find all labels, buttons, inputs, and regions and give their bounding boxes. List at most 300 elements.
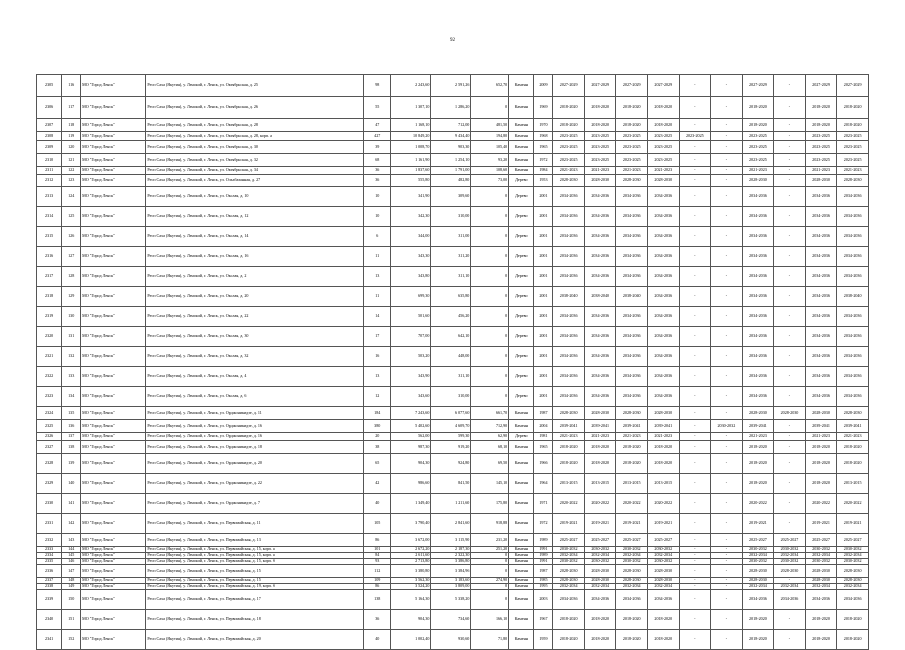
wall-material-cell: Каменн	[509, 578, 534, 584]
electric-cell: -	[711, 441, 743, 454]
living-area-cell: 841,50	[431, 474, 471, 494]
water-supply-cell: 2021-2023	[648, 167, 680, 175]
electric-cell: -	[711, 327, 743, 347]
municipality-cell: МО "Город Ленск"	[81, 207, 146, 227]
municipality-cell: МО "Город Ленск"	[81, 553, 146, 559]
roof-repair-cell: 2032-2034	[553, 584, 585, 590]
residents-cell: 10	[364, 187, 391, 207]
water-supply-cell: 2030-2032	[648, 547, 680, 553]
living-area-cell: 309,60	[431, 187, 471, 207]
row-number-cell: 2333	[37, 547, 62, 553]
residents-cell: 112	[364, 565, 391, 578]
sewerage-cell: -	[679, 610, 711, 630]
electric-cell: -	[711, 387, 743, 407]
item-number-cell: 138	[62, 441, 81, 454]
row-number-cell: 2307	[37, 119, 62, 132]
year-built-cell: 1972	[534, 154, 553, 167]
water-supply-cell: 2034-2036	[648, 307, 680, 327]
item-number-cell: 135	[62, 407, 81, 420]
nonres-area-cell: 0	[471, 584, 509, 590]
basement-cell: 2018-2020	[742, 630, 774, 650]
address-cell: Респ Саха (Якутия), у. Ленский, г. Ленск, ул. Окслая, д. 12	[146, 207, 364, 227]
insulation-cell: 2018-2020	[805, 630, 837, 650]
roof-repair-cell: 2018-2020	[553, 610, 585, 630]
heat-supply-cell: 2034-2036	[616, 207, 648, 227]
basement-cell: 2028-2030	[742, 407, 774, 420]
roof-repair-cell: 2034-2036	[553, 387, 585, 407]
elevator-cell: -	[774, 97, 806, 119]
elevator-cell: -	[774, 132, 806, 141]
item-number-cell: 122	[62, 167, 81, 175]
facade-repair-cell: 2039-2041	[584, 420, 616, 433]
electric-cell: -	[711, 347, 743, 367]
roof-repair-cell: 2032-2034	[553, 553, 585, 559]
municipality-cell: МО "Город Ленск"	[81, 227, 146, 247]
year-built-cell: 1987	[534, 565, 553, 578]
row-number-cell: 2308	[37, 132, 62, 141]
wall-material-cell: Каменн	[509, 97, 534, 119]
living-area-cell: 930,60	[431, 630, 471, 650]
address-cell: Респ Саха (Якутия), у. Ленский, г. Ленск, ул. Октябрьская, д. 32	[146, 154, 364, 167]
total-area-cell: 3 790,40	[391, 514, 431, 534]
sewerage-cell: -	[679, 167, 711, 175]
roof-repair-cell: 2018-2020	[553, 454, 585, 474]
residents-cell: 38	[364, 441, 391, 454]
residents-cell: 138	[364, 590, 391, 610]
year-built-cell: 1968	[534, 132, 553, 141]
heat-supply-cell: 2034-2036	[616, 590, 648, 610]
water-supply-cell: 2027-2029	[648, 75, 680, 97]
residents-cell: 12	[364, 387, 391, 407]
address-cell: Респ Саха (Якутия), у. Ленский, г. Ленск, ул. Орджоникидзе, д. 18	[146, 441, 364, 454]
elevator-cell: -	[774, 247, 806, 267]
electric-cell: -	[711, 514, 743, 534]
basement-cell: 2019-2021	[742, 514, 774, 534]
row-number-cell: 2321	[37, 347, 62, 367]
heat-supply-cell: 2034-2036	[616, 227, 648, 247]
facade-repair-cell: 2034-2036	[584, 227, 616, 247]
total-area-cell: 699,30	[391, 287, 431, 307]
residents-cell: 36	[364, 175, 391, 187]
municipality-cell: МО "Город Ленск"	[81, 247, 146, 267]
elevator-cell: -	[774, 347, 806, 367]
living-area-cell: 734,60	[431, 610, 471, 630]
insulation-cell: 2034-2036	[805, 287, 837, 307]
housing-register-table	[36, 74, 869, 650]
wall-material-cell: Каменн	[509, 547, 534, 553]
elevator-cell: -	[774, 610, 806, 630]
living-area-cell: 311,10	[431, 267, 471, 287]
address-cell: Респ Саха (Якутия), у. Ленский, г. Ленск, ул. Октябрьская, д. 30	[146, 141, 364, 154]
basement-cell: 2030-2032	[742, 559, 774, 565]
elevator-cell: 2028-2030	[774, 565, 806, 578]
table-row	[37, 175, 869, 187]
insulation-cell: 2027-2029	[805, 75, 837, 97]
municipality-cell: МО "Город Ленск"	[81, 547, 146, 553]
table-row	[37, 367, 869, 387]
item-number-cell: 131	[62, 327, 81, 347]
living-area-cell: 311,20	[431, 247, 471, 267]
facade-repair-cell: 2034-2036	[584, 267, 616, 287]
water-supply-cell: 2034-2036	[648, 227, 680, 247]
elevator-cell: -	[774, 141, 806, 154]
facade-repair-cell: 2032-2034	[584, 584, 616, 590]
living-area-cell: 482,80	[431, 175, 471, 187]
basement-cell: 2034-2036	[742, 590, 774, 610]
item-number-cell: 144	[62, 547, 81, 553]
heat-supply-cell: 2018-2020	[616, 454, 648, 474]
basement-cell: 2023-2025	[742, 154, 774, 167]
elevator-cell: -	[774, 227, 806, 247]
wall-material-cell: Каменн	[509, 610, 534, 630]
year-built-cell: 2003	[534, 590, 553, 610]
sewerage-cell: -	[679, 553, 711, 559]
year-built-cell: 1991	[534, 547, 553, 553]
roof-repair-cell: 2030-2032	[553, 559, 585, 565]
total-area-cell: 501,60	[391, 307, 431, 327]
basement-cell: 2032-2034	[742, 553, 774, 559]
residents-cell: 14	[364, 307, 391, 327]
foundation-cell: 2018-2020	[837, 454, 869, 474]
residents-cell: 40	[364, 494, 391, 514]
sewerage-cell: -	[679, 367, 711, 387]
sewerage-cell: -	[679, 590, 711, 610]
foundation-cell: 2018-2020	[837, 630, 869, 650]
electric-cell: -	[711, 154, 743, 167]
table-row	[37, 167, 869, 175]
table-row	[37, 207, 869, 227]
roof-repair-cell: 2034-2036	[553, 367, 585, 387]
address-cell: Респ Саха (Якутия), у. Ленский, г. Ленск, ул. Окслая, д. 30	[146, 327, 364, 347]
living-area-cell: 310,00	[431, 387, 471, 407]
electric-cell: -	[711, 187, 743, 207]
nonres-area-cell: 0	[471, 307, 509, 327]
roof-repair-cell: 2023-2025	[553, 141, 585, 154]
electric-cell: -	[711, 247, 743, 267]
total-area-cell: 3 380,80	[391, 565, 431, 578]
elevator-cell: 2034-2036	[774, 590, 806, 610]
basement-cell: 2039-2041	[742, 420, 774, 433]
table-row	[37, 387, 869, 407]
nonres-area-cell: 194,80	[471, 132, 509, 141]
row-number-cell: 2311	[37, 167, 62, 175]
municipality-cell: МО "Город Ленск"	[81, 187, 146, 207]
wall-material-cell: Каменн	[509, 494, 534, 514]
water-supply-cell: 2018-2020	[648, 454, 680, 474]
water-supply-cell: 2032-2034	[648, 553, 680, 559]
insulation-cell: 2020-2022	[805, 494, 837, 514]
address-cell: Респ Саха (Якутия), у. Ленский, г. Ленск, ул. Орджоникидзе, д. 16	[146, 433, 364, 441]
nonres-area-cell: 0	[471, 367, 509, 387]
wall-material-cell: Дерево	[509, 347, 534, 367]
roof-repair-cell: 2028-2030	[553, 175, 585, 187]
facade-repair-cell: 2034-2036	[584, 367, 616, 387]
address-cell: Респ Саха (Якутия), у. Ленский, г. Ленск, ул. Орджоникидзе, д. 22	[146, 474, 364, 494]
elevator-cell: -	[774, 474, 806, 494]
wall-material-cell: Дерево	[509, 187, 534, 207]
sewerage-cell: 2023-2025	[679, 132, 711, 141]
item-number-cell: 152	[62, 630, 81, 650]
living-area-cell: 919,20	[431, 441, 471, 454]
electric-cell: -	[711, 494, 743, 514]
heat-supply-cell: 2018-2020	[616, 441, 648, 454]
item-number-cell: 136	[62, 420, 81, 433]
residents-cell: 380	[364, 420, 391, 433]
insulation-cell: 2030-2032	[805, 559, 837, 565]
roof-repair-cell: 2021-2023	[553, 167, 585, 175]
residents-cell: 105	[364, 514, 391, 534]
insulation-cell: 2034-2036	[805, 347, 837, 367]
residents-cell: 98	[364, 75, 391, 97]
basement-cell: 2034-2036	[742, 247, 774, 267]
municipality-cell: МО "Город Ленск"	[81, 474, 146, 494]
municipality-cell: МО "Город Ленск"	[81, 387, 146, 407]
item-number-cell: 124	[62, 187, 81, 207]
foundation-cell: 2021-2023	[837, 433, 869, 441]
foundation-cell: 2032-2034	[837, 584, 869, 590]
elevator-cell: -	[774, 420, 806, 433]
year-built-cell: 1971	[534, 494, 553, 514]
year-built-cell: 2001	[534, 187, 553, 207]
heat-supply-cell: 2028-2030	[616, 175, 648, 187]
foundation-cell: 2018-2020	[837, 441, 869, 454]
item-number-cell: 119	[62, 132, 81, 141]
row-number-cell: 2306	[37, 97, 62, 119]
insulation-cell: 2018-2020	[805, 474, 837, 494]
insulation-cell: 2018-2020	[805, 441, 837, 454]
total-area-cell: 555,80	[391, 175, 431, 187]
insulation-cell: 2032-2034	[805, 553, 837, 559]
basement-cell: 2023-2025	[742, 132, 774, 141]
insulation-cell: 2030-2032	[805, 547, 837, 553]
facade-repair-cell: 2034-2036	[584, 590, 616, 610]
foundation-cell: 2030-2032	[837, 547, 869, 553]
sewerage-cell: -	[679, 454, 711, 474]
foundation-cell: 2018-2020	[837, 610, 869, 630]
electric-cell: -	[711, 534, 743, 547]
heat-supply-cell: 2025-2027	[616, 534, 648, 547]
nonres-area-cell: 0	[471, 207, 509, 227]
sewerage-cell: -	[679, 227, 711, 247]
heat-supply-cell: 2019-2021	[616, 514, 648, 534]
municipality-cell: МО "Город Ленск"	[81, 630, 146, 650]
total-area-cell: 343,80	[391, 267, 431, 287]
nonres-area-cell: 712,90	[471, 420, 509, 433]
basement-cell: 2034-2036	[742, 207, 774, 227]
table-row	[37, 154, 869, 167]
municipality-cell: МО "Город Ленск"	[81, 407, 146, 420]
facade-repair-cell: 2020-2022	[584, 494, 616, 514]
facade-repair-cell: 2018-2020	[584, 610, 616, 630]
total-area-cell: 342,30	[391, 207, 431, 227]
basement-cell: 2018-2020	[742, 610, 774, 630]
total-area-cell: 986,60	[391, 474, 431, 494]
year-built-cell: 1995	[534, 584, 553, 590]
electric-cell: -	[711, 547, 743, 553]
address-cell: Респ Саха (Якутия), у. Ленский, г. Ленск, ул. Окслая, д. 10	[146, 187, 364, 207]
heat-supply-cell: 2034-2036	[616, 187, 648, 207]
roof-repair-cell: 2013-2015	[553, 474, 585, 494]
municipality-cell: МО "Город Ленск"	[81, 454, 146, 474]
sewerage-cell: -	[679, 175, 711, 187]
address-cell: Респ Саха (Якутия), у. Ленский, г. Ленск, ул. Октябрьская, д. 26	[146, 97, 364, 119]
foundation-cell: 2028-2030	[837, 578, 869, 584]
roof-repair-cell: 2034-2036	[553, 227, 585, 247]
row-number-cell: 2324	[37, 407, 62, 420]
municipality-cell: МО "Город Ленск"	[81, 514, 146, 534]
facade-repair-cell: 2019-2021	[584, 514, 616, 534]
address-cell: Респ Саха (Якутия), у. Ленский, г. Ленск, ул. Первомайская, д. 15, корп. б	[146, 559, 364, 565]
living-area-cell: 635,80	[431, 287, 471, 307]
municipality-cell: МО "Город Ленск"	[81, 578, 146, 584]
table-row	[37, 247, 869, 267]
roof-repair-cell: 2034-2036	[553, 307, 585, 327]
nonres-area-cell: 68,10	[471, 441, 509, 454]
water-supply-cell: 2028-2030	[648, 565, 680, 578]
year-built-cell: 1953	[534, 175, 553, 187]
total-area-cell: 341,90	[391, 187, 431, 207]
living-area-cell: 4 609,70	[431, 420, 471, 433]
foundation-cell: 2013-2015	[837, 474, 869, 494]
item-number-cell: 146	[62, 559, 81, 565]
row-number-cell: 2317	[37, 267, 62, 287]
nonres-area-cell: 73,00	[471, 175, 509, 187]
row-number-cell: 2310	[37, 154, 62, 167]
nonres-area-cell: 69,50	[471, 454, 509, 474]
elevator-cell: -	[774, 630, 806, 650]
municipality-cell: МО "Город Ленск"	[81, 559, 146, 565]
sewerage-cell: -	[679, 307, 711, 327]
address-cell: Респ Саха (Якутия), у. Ленский, г. Ленск, ул. Орджоникидзе, д. 20	[146, 454, 364, 474]
basement-cell: 2018-2020	[742, 441, 774, 454]
foundation-cell: 2034-2036	[837, 207, 869, 227]
total-area-cell: 3 672,00	[391, 534, 431, 547]
item-number-cell: 123	[62, 175, 81, 187]
row-number-cell: 2329	[37, 474, 62, 494]
total-area-cell: 904,30	[391, 454, 431, 474]
sewerage-cell: -	[679, 514, 711, 534]
year-built-cell: 2001	[534, 327, 553, 347]
living-area-cell: 2 187,30	[431, 547, 471, 553]
water-supply-cell: 2018-2020	[648, 610, 680, 630]
nonres-area-cell: 71,80	[471, 630, 509, 650]
roof-repair-cell: 2034-2036	[553, 347, 585, 367]
nonres-area-cell: 108,60	[471, 167, 509, 175]
sewerage-cell: -	[679, 494, 711, 514]
wall-material-cell: Каменн	[509, 565, 534, 578]
item-number-cell: 121	[62, 154, 81, 167]
address-cell: Респ Саха (Якутия), у. Ленский, г. Ленск, ул. Ольхбазанная, д. 27	[146, 175, 364, 187]
table-row	[37, 347, 869, 367]
elevator-cell: -	[774, 207, 806, 227]
heat-supply-cell: 2034-2036	[616, 307, 648, 327]
insulation-cell: 2021-2023	[805, 167, 837, 175]
wall-material-cell: Каменн	[509, 441, 534, 454]
wall-material-cell: Каменн	[509, 154, 534, 167]
table-row	[37, 590, 869, 610]
facade-repair-cell: 2018-2020	[584, 97, 616, 119]
heat-supply-cell: 2034-2036	[616, 247, 648, 267]
nonres-area-cell: 0	[471, 187, 509, 207]
insulation-cell: 2034-2036	[805, 367, 837, 387]
electric-cell: -	[711, 367, 743, 387]
row-number-cell: 2316	[37, 247, 62, 267]
table-row	[37, 534, 869, 547]
total-area-cell: 10 849,20	[391, 132, 431, 141]
table-row	[37, 514, 869, 534]
year-built-cell: 1972	[534, 514, 553, 534]
row-number-cell: 2314	[37, 207, 62, 227]
address-cell: Респ Саха (Якутия), у. Ленский, г. Ленск, ул. Октябрьская, д. 34	[146, 167, 364, 175]
municipality-cell: МО "Город Ленск"	[81, 367, 146, 387]
roof-repair-cell: 2034-2036	[553, 247, 585, 267]
item-number-cell: 120	[62, 141, 81, 154]
nonres-area-cell: 0	[471, 327, 509, 347]
municipality-cell: МО "Город Ленск"	[81, 175, 146, 187]
row-number-cell: 2331	[37, 514, 62, 534]
wall-material-cell: Каменн	[509, 553, 534, 559]
insulation-cell: 2023-2025	[805, 141, 837, 154]
living-area-cell: 3 384,96	[431, 565, 471, 578]
water-supply-cell: 2034-2036	[648, 247, 680, 267]
residents-cell: 93	[364, 559, 391, 565]
table-row	[37, 441, 869, 454]
basement-cell: 2028-2030	[742, 175, 774, 187]
water-supply-cell: 2018-2020	[648, 119, 680, 132]
heat-supply-cell: 2018-2020	[616, 97, 648, 119]
row-number-cell: 2323	[37, 387, 62, 407]
item-number-cell: 130	[62, 307, 81, 327]
water-supply-cell: 2032-2034	[648, 584, 680, 590]
foundation-cell: 2034-2036	[837, 327, 869, 347]
municipality-cell: МО "Город Ленск"	[81, 132, 146, 141]
residents-cell: 6	[364, 227, 391, 247]
row-number-cell: 2320	[37, 327, 62, 347]
living-area-cell: 1 286,20	[431, 97, 471, 119]
address-cell: Респ Саха (Якутия), у. Ленский, г. Ленск, ул. Окслая, д. 22	[146, 307, 364, 327]
heat-supply-cell: 2032-2034	[616, 584, 648, 590]
facade-repair-cell: 2018-2020	[584, 119, 616, 132]
roof-repair-cell: 2038-2040	[553, 287, 585, 307]
roof-repair-cell: 2028-2030	[553, 578, 585, 584]
living-area-cell: 1 254,10	[431, 154, 471, 167]
heat-supply-cell: 2028-2030	[616, 578, 648, 584]
item-number-cell: 148	[62, 578, 81, 584]
year-built-cell: 2001	[534, 267, 553, 287]
address-cell: Респ Саха (Якутия), у. Ленский, г. Ленск, ул. Первомайская, д. 15	[146, 565, 364, 578]
water-supply-cell: 2023-2025	[648, 141, 680, 154]
elevator-cell: -	[774, 327, 806, 347]
sewerage-cell: -	[679, 578, 711, 584]
foundation-cell: 2021-2023	[837, 167, 869, 175]
municipality-cell: МО "Город Ленск"	[81, 534, 146, 547]
row-number-cell: 2327	[37, 441, 62, 454]
table-row	[37, 287, 869, 307]
roof-repair-cell: 2020-2022	[553, 494, 585, 514]
electric-cell: -	[711, 474, 743, 494]
item-number-cell: 140	[62, 474, 81, 494]
basement-cell: 2021-2023	[742, 167, 774, 175]
row-number-cell: 2339	[37, 590, 62, 610]
year-built-cell: 2004	[534, 420, 553, 433]
elevator-cell: 2030-2032	[774, 547, 806, 553]
total-area-cell: 1 002,40	[391, 630, 431, 650]
living-area-cell: 2 591,26	[431, 75, 471, 97]
living-area-cell: 3 183,60	[431, 578, 471, 584]
sewerage-cell: -	[679, 119, 711, 132]
foundation-cell: 2019-2021	[837, 514, 869, 534]
address-cell: Респ Саха (Якутия), у. Ленский, г. Ленск, ул. Октябрьская, д. 25	[146, 75, 364, 97]
